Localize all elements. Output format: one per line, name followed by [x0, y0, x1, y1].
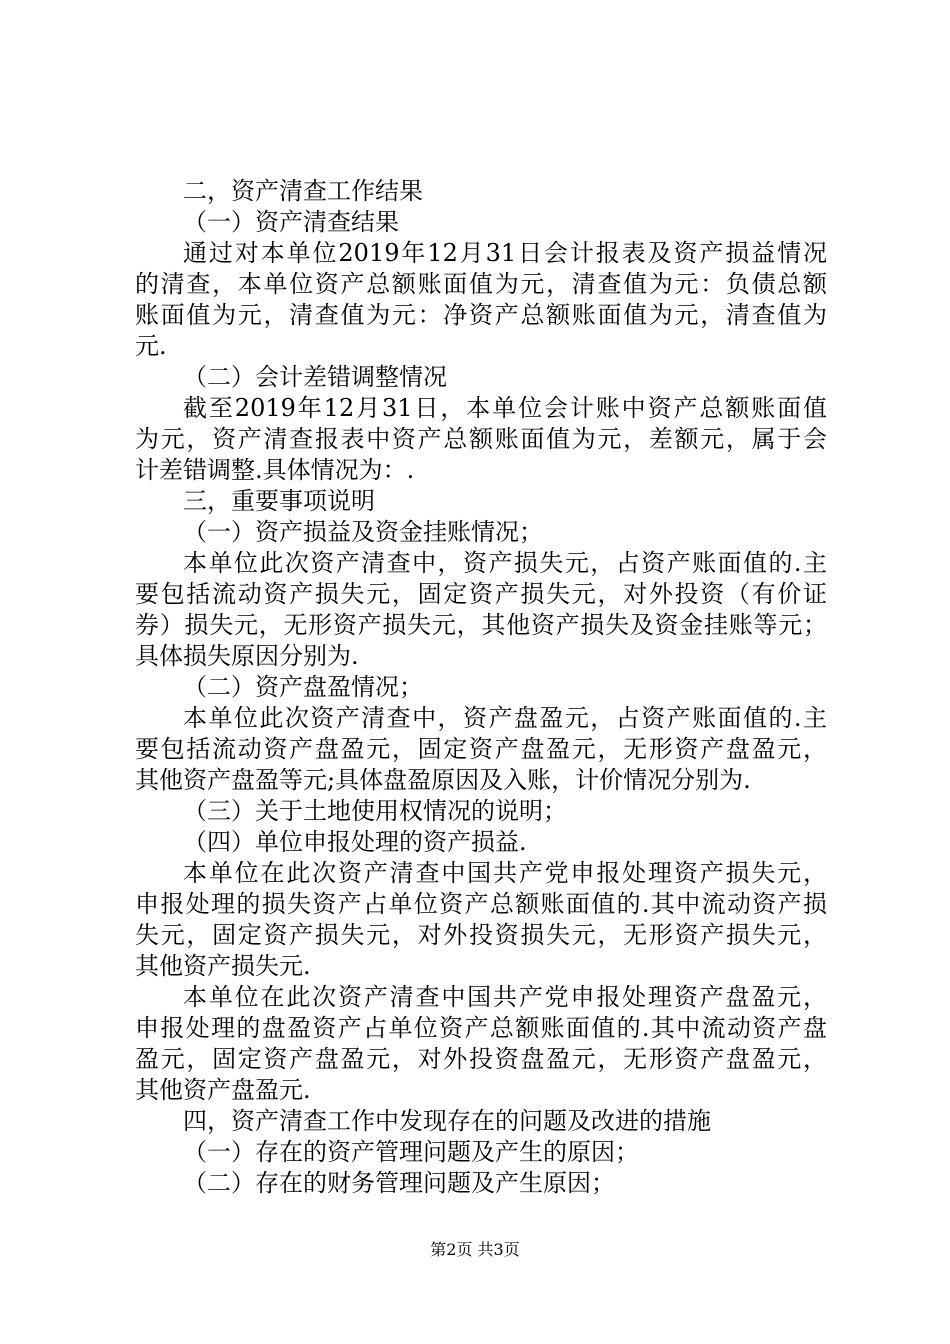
paragraph-line: 申报处理的损失资产占单位资产总额账面值的.其中流动资产损 — [135, 890, 827, 918]
section-heading: 二，资产清查工作结果 — [183, 177, 423, 205]
section-heading: 三，重要事项说明 — [183, 487, 375, 515]
paragraph-line: 本单位在此次资产清查中国共产党申报处理资产盘盈元， — [183, 983, 827, 1011]
paragraph-line: 券）损失元，无形资产损失元，其他资产损失及资金挂账等元； — [135, 611, 827, 639]
subsection-heading: （一）资产清查结果 — [183, 208, 399, 236]
paragraph-line: 盈元，固定资产盘盈元，对外投资盘盈元，无形资产盘盈元， — [135, 1045, 827, 1073]
subsection-heading: （二）会计差错调整情况 — [183, 363, 447, 391]
paragraph-line: 本单位此次资产清查中，资产损失元，占资产账面值的.主 — [183, 549, 827, 577]
subsection-heading: （一）存在的资产管理问题及产生的原因； — [183, 1138, 639, 1166]
paragraph-line: 其他资产盘盈等元;具体盘盈原因及入账，计价情况分别为. — [135, 766, 751, 794]
paragraph-line: 元. — [135, 332, 167, 360]
paragraph-line: 为元，资产清查报表中资产总额账面值为元，差额元，属于会 — [135, 425, 827, 453]
paragraph-line: 其他资产盘盈元. — [135, 1076, 311, 1104]
paragraph-line: 其他资产损失元. — [135, 952, 311, 980]
subsection-heading: （二）存在的财务管理问题及产生原因； — [183, 1169, 615, 1197]
subsection-heading: （四）单位申报处理的资产损益. — [183, 828, 527, 856]
subsection-heading: （三）关于土地使用权情况的说明； — [183, 797, 567, 825]
paragraph-line: 截至2019年12月31日，本单位会计账中资产总额账面值 — [183, 394, 827, 422]
paragraph-line: 的清查，本单位资产总额账面值为元，清查值为元：负债总额 — [135, 270, 827, 298]
paragraph-line: 本单位此次资产清查中，资产盘盈元，占资产账面值的.主 — [183, 704, 827, 732]
paragraph-line: 具体损失原因分别为. — [135, 642, 359, 670]
paragraph-line: 要包括流动资产盘盈元，固定资产盘盈元，无形资产盘盈元， — [135, 735, 827, 763]
paragraph-line: 通过对本单位2019年12月31日会计报表及资产损益情况 — [183, 239, 827, 267]
subsection-heading: （二）资产盘盈情况； — [183, 673, 423, 701]
paragraph-line: 账面值为元，清查值为元：净资产总额账面值为元，清查值为 — [135, 301, 827, 329]
section-heading: 四，资产清查工作中发现存在的问题及改进的措施 — [183, 1107, 711, 1135]
document-body — [135, 176, 827, 1199]
paragraph-line: 申报处理的盘盈资产占单位资产总额账面值的.其中流动资产盘 — [135, 1014, 827, 1042]
paragraph-line: 失元，固定资产损失元，对外投资损失元，无形资产损失元， — [135, 921, 827, 949]
paragraph-line: 要包括流动资产损失元，固定资产损失元，对外投资（有价证 — [135, 580, 827, 608]
page-number-footer: 第2页 共3页 — [430, 1240, 520, 1259]
paragraph-line: 计差错调整.具体情况为：. — [135, 456, 415, 484]
paragraph-line: 本单位在此次资产清查中国共产党申报处理资产损失元， — [183, 859, 827, 887]
subsection-heading: （一）资产损益及资金挂账情况； — [183, 518, 543, 546]
